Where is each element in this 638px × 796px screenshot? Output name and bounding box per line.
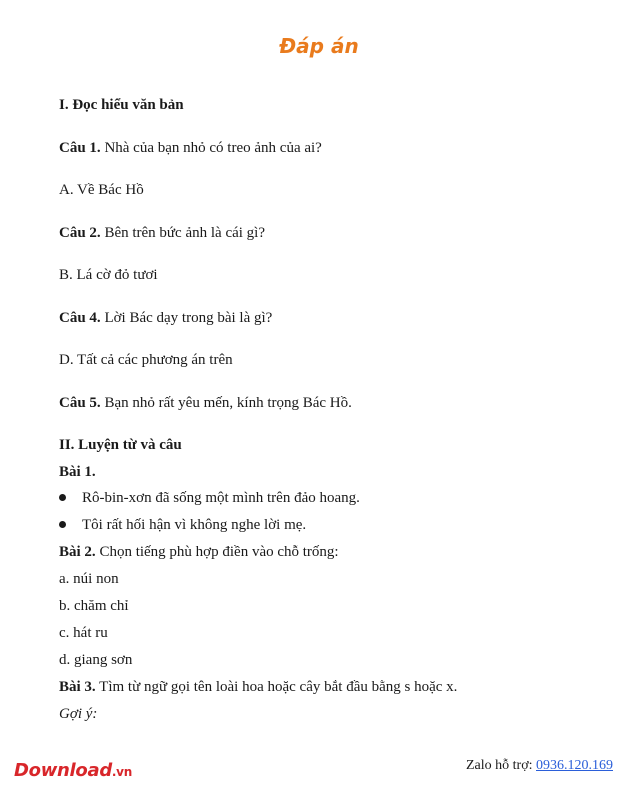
question-1	[59, 139, 322, 157]
exercise-3	[59, 678, 457, 696]
zalo-phone-link[interactable]: 0936.120.169	[536, 758, 613, 773]
question-1-text: Nhà của bạn nhỏ có treo ảnh của ai?	[100, 140, 322, 156]
download-vn-logo[interactable]	[14, 760, 132, 781]
zalo-label: Zalo hỗ trợ:	[466, 758, 536, 773]
answer-2: B. Lá cờ đỏ tươi	[59, 267, 158, 283]
section-heading-vocab: II. Luyện từ và câu	[59, 437, 182, 453]
section-heading-reading: I. Đọc hiểu văn bản	[59, 97, 184, 113]
exercise-2-answer: a. núi non	[59, 571, 119, 587]
page-title: Đáp án	[279, 34, 359, 58]
question-4	[59, 309, 272, 327]
question-5	[59, 394, 352, 412]
exercise-3-text: Tìm từ ngữ gọi tên loài hoa hoặc cây bắt đầu bằng s hoặc x.	[95, 679, 458, 695]
question-5-label: Câu 5.	[59, 395, 101, 411]
question-2-text: Bên trên bức ảnh là cái gì?	[100, 225, 265, 241]
exercise-2	[59, 543, 339, 561]
bullet-dot	[59, 494, 66, 501]
hint-label: Gợi ý:	[59, 706, 98, 722]
logo-main: Download	[14, 760, 112, 781]
logo-suffix: .vn	[111, 765, 132, 779]
bullet-dot	[59, 521, 66, 528]
question-2-label: Câu 2.	[59, 225, 101, 241]
question-4-label: Câu 4.	[59, 310, 101, 326]
exercise-3-label: Bài 3.	[59, 679, 96, 695]
exercise-1-item: Tôi rất hối hận vì không nghe lời mẹ.	[82, 517, 307, 533]
question-2	[59, 224, 265, 242]
exercise-2-text: Chọn tiếng phù hợp điền vào chỗ trống:	[95, 544, 339, 560]
question-4-text: Lời Bác dạy trong bài là gì?	[100, 310, 273, 326]
exercise-2-label: Bài 2.	[59, 544, 96, 560]
zalo-support	[466, 758, 613, 774]
exercise-2-answer: b. chăm chỉ	[59, 598, 129, 614]
question-5-text: Bạn nhỏ rất yêu mến, kính trọng Bác Hồ.	[100, 395, 352, 411]
exercise-1-label: Bài 1.	[59, 464, 96, 480]
answer-4: D. Tất cả các phương án trên	[59, 352, 233, 368]
exercise-1-item: Rô-bin-xơn đã sống một mình trên đảo hoang.	[82, 490, 360, 506]
exercise-2-answer: c. hát ru	[59, 625, 108, 641]
exercise-2-answer: d. giang sơn	[59, 652, 133, 668]
answer-1: A. Về Bác Hồ	[59, 182, 144, 198]
question-1-label: Câu 1.	[59, 140, 101, 156]
